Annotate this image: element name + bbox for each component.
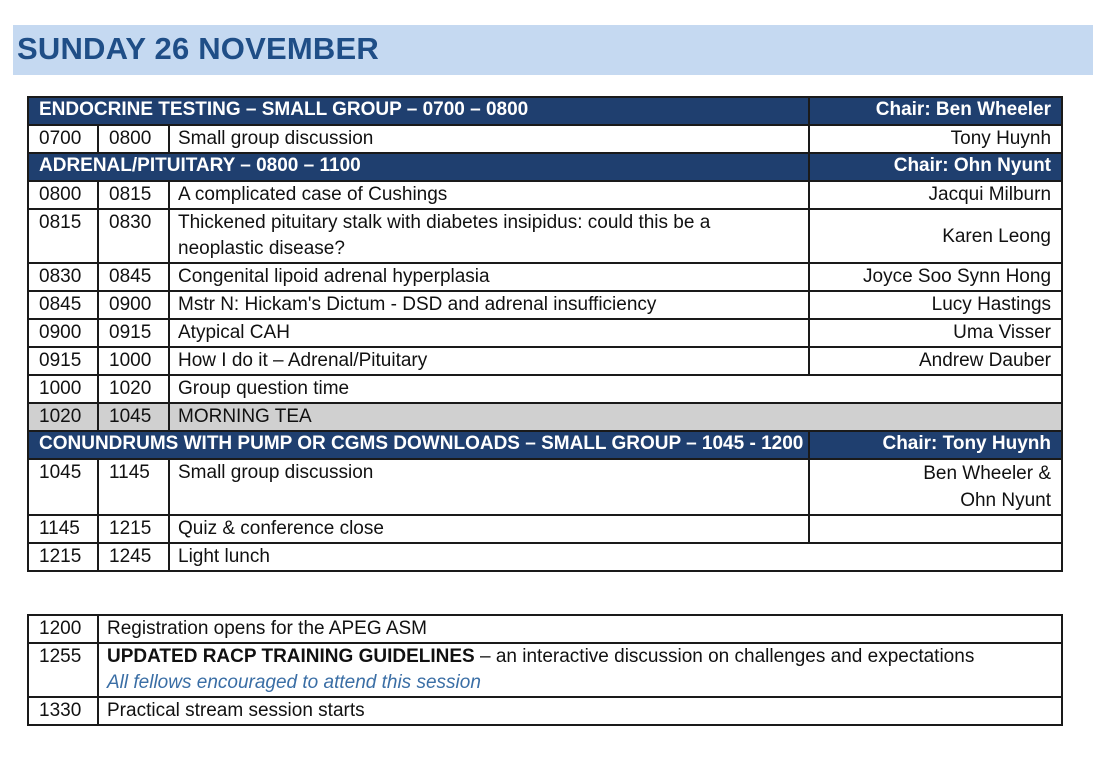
topic: Light lunch xyxy=(169,543,1062,571)
end-time: 1245 xyxy=(98,543,169,571)
end-time: 0845 xyxy=(98,263,169,291)
event-note: All fellows encouraged to attend this session xyxy=(107,672,481,693)
end-time: 0800 xyxy=(98,125,169,153)
end-time: 1145 xyxy=(98,459,169,515)
schedule-row xyxy=(28,543,1062,571)
event-heading: UPDATED RACP TRAINING GUIDELINES xyxy=(107,646,475,667)
end-time: 0900 xyxy=(98,291,169,319)
topic: Small group discussion xyxy=(169,125,809,153)
topic: Quiz & conference close xyxy=(169,515,809,543)
topic: Group question time xyxy=(169,375,1062,403)
speaker-line: Ohn Nyunt xyxy=(960,490,1052,511)
start-time: 1045 xyxy=(28,459,98,515)
session-chair: Chair: Ohn Nyunt xyxy=(809,153,1062,181)
session-title: CONUNDRUMS WITH PUMP OR CGMS DOWNLOADS – SMALL GROUP – 1045 - 1200 xyxy=(28,431,809,459)
afternoon-row xyxy=(28,615,1062,643)
schedule-row xyxy=(28,515,1062,543)
end-time: 0915 xyxy=(98,319,169,347)
speaker-line: Ben Wheeler & xyxy=(923,463,1052,484)
time: 1255 xyxy=(28,643,98,697)
start-time: 0900 xyxy=(28,319,98,347)
session-header xyxy=(28,431,1062,459)
start-time: 1215 xyxy=(28,543,98,571)
session-header xyxy=(28,97,1062,125)
speaker: Jacqui Milburn xyxy=(809,181,1062,209)
start-time: 1000 xyxy=(28,375,98,403)
schedule-row xyxy=(28,459,1062,515)
afternoon-row xyxy=(28,643,1062,697)
speaker xyxy=(809,515,1062,543)
end-time: 0830 xyxy=(98,209,169,263)
speaker: Joyce Soo Synn Hong xyxy=(809,263,1062,291)
morning-tea-row xyxy=(28,403,1062,431)
speaker: Lucy Hastings xyxy=(809,291,1062,319)
morning-schedule-table xyxy=(27,96,1063,572)
schedule-row xyxy=(28,291,1062,319)
schedule-row xyxy=(28,209,1062,263)
topic: Thickened pituitary stalk with diabetes insipidus: could this be a neoplastic disease? xyxy=(169,209,809,263)
topic: How I do it – Adrenal/Pituitary xyxy=(169,347,809,375)
topic: MORNING TEA xyxy=(169,403,1062,431)
afternoon-row xyxy=(28,697,1062,725)
start-time: 0845 xyxy=(28,291,98,319)
time: 1330 xyxy=(28,697,98,725)
event-cell xyxy=(98,643,1062,697)
start-time: 0815 xyxy=(28,209,98,263)
start-time: 0700 xyxy=(28,125,98,153)
start-time: 1020 xyxy=(28,403,98,431)
start-time: 0800 xyxy=(28,181,98,209)
session-chair: Chair: Ben Wheeler xyxy=(809,97,1062,125)
end-time: 0815 xyxy=(98,181,169,209)
day-banner xyxy=(13,25,1093,75)
schedule-row xyxy=(28,181,1062,209)
speaker: Karen Leong xyxy=(809,209,1062,263)
day-title: SUNDAY 26 NOVEMBER xyxy=(17,31,379,66)
topic: A complicated case of Cushings xyxy=(169,181,809,209)
topic: Mstr N: Hickam's Dictum - DSD and adrenal insufficiency xyxy=(169,291,809,319)
schedule-row xyxy=(28,125,1062,153)
speaker: Andrew Dauber xyxy=(809,347,1062,375)
topic: Congenital lipoid adrenal hyperplasia xyxy=(169,263,809,291)
end-time: 1215 xyxy=(98,515,169,543)
session-title: ENDOCRINE TESTING – SMALL GROUP – 0700 – 0800 xyxy=(28,97,809,125)
start-time: 1145 xyxy=(28,515,98,543)
start-time: 0915 xyxy=(28,347,98,375)
schedule-row xyxy=(28,263,1062,291)
schedule-row xyxy=(28,319,1062,347)
speaker: Uma Visser xyxy=(809,319,1062,347)
event-text: – an interactive discussion on challenges and expectations xyxy=(474,646,975,667)
start-time: 0830 xyxy=(28,263,98,291)
session-title: ADRENAL/PITUITARY – 0800 – 1100 xyxy=(28,153,809,181)
topic: Atypical CAH xyxy=(169,319,809,347)
schedule-row xyxy=(28,375,1062,403)
topic: Small group discussion xyxy=(169,459,809,515)
afternoon-schedule-table xyxy=(27,614,1063,726)
event-text: Registration opens for the APEG ASM xyxy=(98,615,1062,643)
schedule-row xyxy=(28,347,1062,375)
end-time: 1000 xyxy=(98,347,169,375)
speaker: Tony Huynh xyxy=(809,125,1062,153)
session-chair: Chair: Tony Huynh xyxy=(809,431,1062,459)
speaker xyxy=(809,459,1062,515)
end-time: 1045 xyxy=(98,403,169,431)
session-header xyxy=(28,153,1062,181)
time: 1200 xyxy=(28,615,98,643)
event-text: Practical stream session starts xyxy=(98,697,1062,725)
end-time: 1020 xyxy=(98,375,169,403)
